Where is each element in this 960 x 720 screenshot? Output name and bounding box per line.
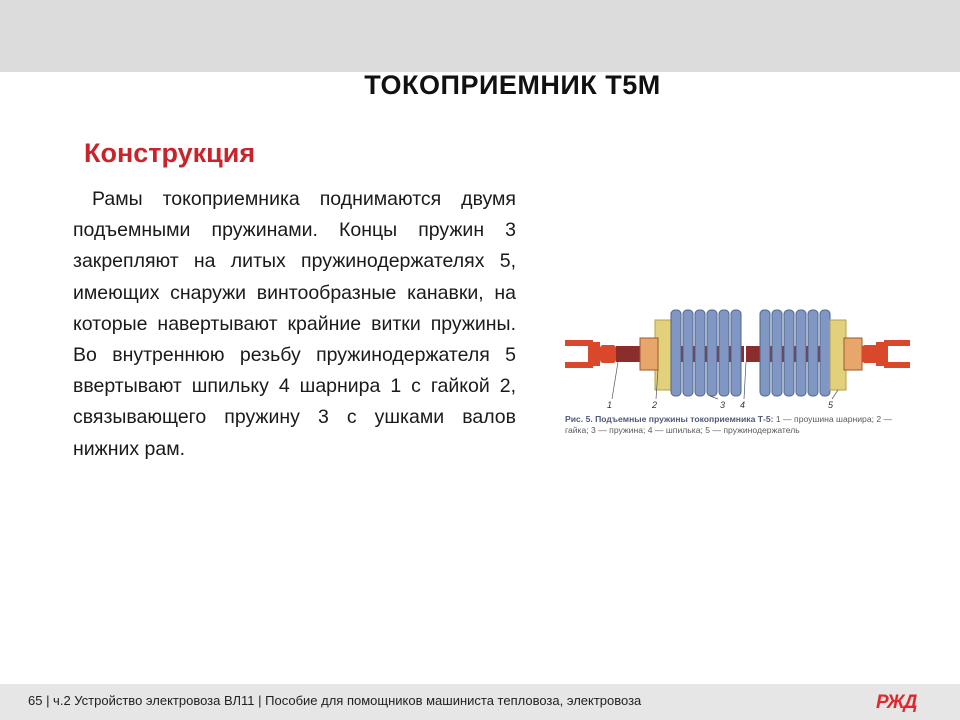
right-hinge-eye <box>862 340 910 368</box>
figure-caption-text: 1 — проушина шарнира; 2 — гайка; 3 — пружина; 4 — шпилька; 5 — пружинодержатель <box>565 414 893 435</box>
slide-title: ТОКОПРИЕМНИК Т5М <box>364 70 661 100</box>
svg-text:РЖД: РЖД <box>876 692 917 713</box>
header-band <box>0 0 960 72</box>
figure-caption-title: Рис. 5. Подъемные пружины токоприемника Т-5: <box>565 414 774 424</box>
section-heading: Конструкция <box>84 138 256 168</box>
body-paragraph: Рамы токоприемника поднимаются двумя подъемными пружинами. Концы пружин 3 закрепляют на литых пружинодержателях 5, имеющих снаружи винтообразные канавки, на которые навертывают крайние витки пружины. Во внутреннюю резьбу пружинодержателя 5 ввертывают шпильку 4 шарнира 1 с гайкой 2, связывающего пружину 3 с ушками валов нижних рам. <box>73 188 516 460</box>
part-label: 1 <box>607 400 613 410</box>
part-label: 3 <box>720 400 726 410</box>
footer-text: 65 | ч.2 Устройство электровоза ВЛ11 | Пособие для помощников машиниста тепловоза, электровоза <box>28 693 642 708</box>
spring-assembly-figure <box>560 300 914 460</box>
right-nut <box>844 338 862 370</box>
part-label: 4 <box>740 400 746 410</box>
rzd-logo-icon <box>874 689 926 713</box>
part-label: 2 <box>652 400 658 410</box>
left-nut <box>640 338 658 370</box>
left-hinge-eye <box>565 340 616 368</box>
figure-caption <box>565 414 910 436</box>
part-label: 5 <box>828 400 834 410</box>
